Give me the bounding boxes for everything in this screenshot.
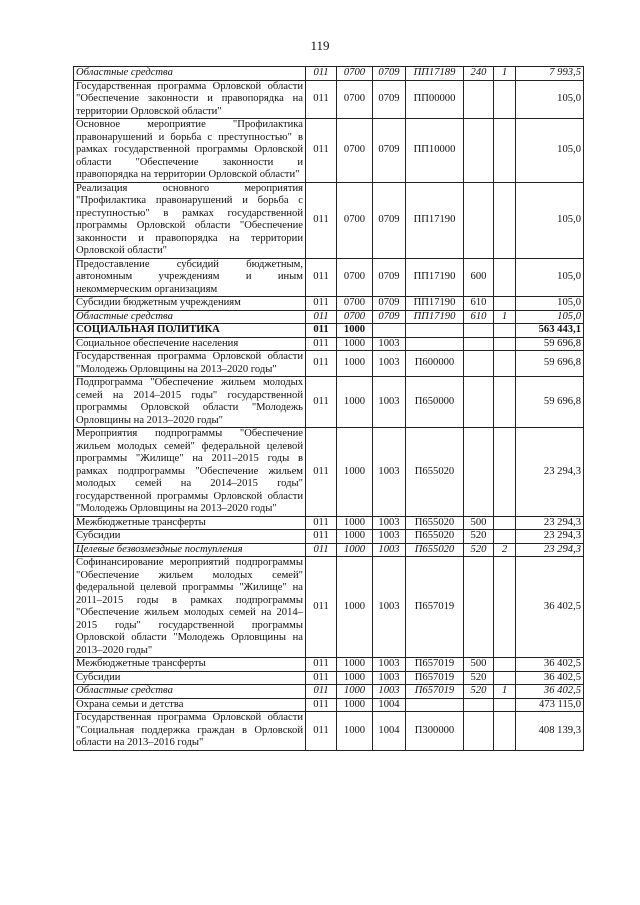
amount: 36 402,5 [516,557,584,658]
section-code: 1000 [337,377,373,428]
funding-source [494,530,516,544]
section-code: 1000 [337,712,373,751]
subsection-code: 0709 [373,258,406,297]
section-code: 0700 [337,80,373,119]
amount: 23 294,3 [516,543,584,557]
table-row [74,671,584,685]
amount: 23 294,3 [516,516,584,530]
funding-source [494,712,516,751]
section-code: 1000 [337,671,373,685]
expense-type [464,80,494,119]
target-article: П657019 [406,671,464,685]
row-name: Межбюджетные трансферты [74,516,306,530]
ministry-code: 011 [306,119,337,183]
table-row [74,119,584,183]
expense-type [464,557,494,658]
section-code: 1000 [337,557,373,658]
subsection-code: 1003 [373,428,406,517]
target-article: П657019 [406,557,464,658]
section-code: 1000 [337,698,373,712]
row-name: Субсидии бюджетным учреждениям [74,297,306,311]
expense-type [464,698,494,712]
ministry-code: 011 [306,516,337,530]
funding-source [494,182,516,258]
table-row [74,557,584,658]
ministry-code: 011 [306,351,337,377]
expense-type: 520 [464,671,494,685]
section-code: 0700 [337,310,373,324]
amount: 105,0 [516,297,584,311]
expense-type [464,337,494,351]
row-name: Мероприятия подпрограммы "Обеспечение жильем молодых семей" федеральной целевой программы "Жилище" на 2011–2015 годы в рамках подпрограммы "Обеспечение жильем молодых семей на 2014–2015 годы" государственной программы Орловской области "Молодежь Орловщины на 2013–2020 годы" [74,428,306,517]
row-name: Межбюджетные трансферты [74,658,306,672]
row-name: Государственная программа Орловской области "Молодежь Орловщины на 2013–2020 годы" [74,351,306,377]
funding-source: 1 [494,67,516,81]
row-name: Областные средства [74,310,306,324]
amount: 23 294,3 [516,428,584,517]
amount: 59 696,8 [516,377,584,428]
funding-source [494,658,516,672]
target-article [406,698,464,712]
amount: 105,0 [516,310,584,324]
row-name: Подпрограмма "Обеспечение жильем молодых семей на 2014–2015 годы" государственной программы Орловской области "Молодежь Орловщины на 2013–2020 годы" [74,377,306,428]
expense-type [464,428,494,517]
row-name: Предоставление субсидий бюджетным, автономным учреждениям и иным некоммерческим организациям [74,258,306,297]
expense-type: 520 [464,530,494,544]
subsection-code: 1003 [373,685,406,699]
table-row [74,698,584,712]
amount: 7 993,5 [516,67,584,81]
funding-source [494,351,516,377]
funding-source: 1 [494,685,516,699]
table-row [74,337,584,351]
section-code: 0700 [337,182,373,258]
row-name: Областные средства [74,67,306,81]
expense-type: 610 [464,310,494,324]
ministry-code: 011 [306,310,337,324]
table-row [74,351,584,377]
section-code: 1000 [337,324,373,338]
table-row [74,297,584,311]
row-name: Целевые безвозмездные поступления [74,543,306,557]
budget-table [73,66,584,751]
table-row [74,516,584,530]
amount: 59 696,8 [516,351,584,377]
target-article: П655020 [406,516,464,530]
target-article: П657019 [406,685,464,699]
amount: 105,0 [516,80,584,119]
target-article: П655020 [406,428,464,517]
ministry-code: 011 [306,297,337,311]
expense-type: 610 [464,297,494,311]
table-row [74,377,584,428]
table-row [74,428,584,517]
amount: 408 139,3 [516,712,584,751]
subsection-code: 1003 [373,337,406,351]
section-code: 1000 [337,658,373,672]
expense-type: 240 [464,67,494,81]
section-code: 0700 [337,258,373,297]
ministry-code: 011 [306,543,337,557]
expense-type [464,351,494,377]
row-name: Софинансирование мероприятий подпрограммы "Обеспечение жильем молодых семей" федеральной целевой программы "Жилище" на 2011–2015 годы в рамках подпрограммы "Обеспечение жильем молодых семей на 2014–2015 годы" государственной программы Орловской области "Молодежь Орловщины на 2013–2020 годы" [74,557,306,658]
funding-source [494,671,516,685]
subsection-code: 0709 [373,67,406,81]
table-row [74,67,584,81]
target-article: П650000 [406,377,464,428]
funding-source: 1 [494,310,516,324]
target-article: ПП17190 [406,310,464,324]
ministry-code: 011 [306,698,337,712]
target-article: ПП17190 [406,182,464,258]
subsection-code: 1003 [373,671,406,685]
row-name: Государственная программа Орловской области "Обеспечение законности и правопорядка на территории Орловской области" [74,80,306,119]
table-row [74,310,584,324]
row-name: Охрана семьи и детства [74,698,306,712]
row-name: Областные средства [74,685,306,699]
ministry-code: 011 [306,324,337,338]
ministry-code: 011 [306,685,337,699]
ministry-code: 011 [306,428,337,517]
table-row [74,685,584,699]
ministry-code: 011 [306,557,337,658]
funding-source [494,698,516,712]
ministry-code: 011 [306,182,337,258]
amount: 105,0 [516,182,584,258]
subsection-code: 1003 [373,658,406,672]
amount: 36 402,5 [516,658,584,672]
section-code: 1000 [337,543,373,557]
page-number: 119 [310,38,330,53]
table-row [74,543,584,557]
row-name: Субсидии [74,671,306,685]
subsection-code: 1004 [373,698,406,712]
amount: 105,0 [516,119,584,183]
ministry-code: 011 [306,377,337,428]
section-code: 1000 [337,530,373,544]
funding-source [494,80,516,119]
target-article: ПП00000 [406,80,464,119]
subsection-code: 1003 [373,543,406,557]
expense-type [464,712,494,751]
subsection-code: 0709 [373,182,406,258]
expense-type: 520 [464,543,494,557]
funding-source [494,516,516,530]
target-article: П300000 [406,712,464,751]
budget-table-body [74,67,584,751]
section-code: 0700 [337,119,373,183]
target-article: ПП10000 [406,119,464,183]
expense-type: 600 [464,258,494,297]
expense-type [464,182,494,258]
target-article: П657019 [406,658,464,672]
section-code: 1000 [337,685,373,699]
subsection-code: 1004 [373,712,406,751]
funding-source [494,557,516,658]
amount: 59 696,8 [516,337,584,351]
amount: 563 443,1 [516,324,584,338]
row-name: СОЦИАЛЬНАЯ ПОЛИТИКА [74,324,306,338]
row-name: Субсидии [74,530,306,544]
ministry-code: 011 [306,658,337,672]
section-code: 0700 [337,67,373,81]
section-code: 1000 [337,337,373,351]
subsection-code: 0709 [373,119,406,183]
funding-source [494,337,516,351]
expense-type: 500 [464,516,494,530]
table-row [74,658,584,672]
table-row [74,324,584,338]
expense-type: 520 [464,685,494,699]
target-article: П655020 [406,543,464,557]
table-row [74,712,584,751]
funding-source [494,324,516,338]
section-code: 1000 [337,351,373,377]
target-article: ПП17189 [406,67,464,81]
subsection-code: 0709 [373,80,406,119]
subsection-code: 0709 [373,310,406,324]
amount: 36 402,5 [516,671,584,685]
ministry-code: 011 [306,67,337,81]
subsection-code: 1003 [373,557,406,658]
target-article: П655020 [406,530,464,544]
table-row [74,80,584,119]
amount: 23 294,3 [516,530,584,544]
amount: 36 402,5 [516,685,584,699]
amount: 473 115,0 [516,698,584,712]
row-name: Реализация основного мероприятия "Профилактика правонарушений и борьба с преступностью" в рамках государственной программы Орловской области "Обеспечение законности и правопорядка на территории Орловской области" [74,182,306,258]
funding-source [494,297,516,311]
table-row [74,530,584,544]
section-code: 1000 [337,428,373,517]
row-name: Социальное обеспечение населения [74,337,306,351]
section-code: 0700 [337,297,373,311]
expense-type [464,377,494,428]
ministry-code: 011 [306,258,337,297]
subsection-code: 1003 [373,516,406,530]
amount: 105,0 [516,258,584,297]
subsection-code [373,324,406,338]
funding-source [494,377,516,428]
table-row [74,258,584,297]
ministry-code: 011 [306,80,337,119]
funding-source [494,119,516,183]
subsection-code: 0709 [373,297,406,311]
target-article: П600000 [406,351,464,377]
subsection-code: 1003 [373,351,406,377]
funding-source [494,258,516,297]
expense-type: 500 [464,658,494,672]
subsection-code: 1003 [373,377,406,428]
ministry-code: 011 [306,712,337,751]
section-code: 1000 [337,516,373,530]
ministry-code: 011 [306,530,337,544]
ministry-code: 011 [306,337,337,351]
target-article [406,324,464,338]
row-name: Основное мероприятие "Профилактика правонарушений и борьба с преступностью" в рамках государственной программы Орловской области "Обеспечение законности и правопорядка на территории Орловской области" [74,119,306,183]
expense-type [464,119,494,183]
target-article [406,337,464,351]
target-article: ПП17190 [406,297,464,311]
row-name: Государственная программа Орловской области "Социальная поддержка граждан в Орловской области на 2013–2016 годы" [74,712,306,751]
table-row [74,182,584,258]
ministry-code: 011 [306,671,337,685]
target-article: ПП17190 [406,258,464,297]
funding-source: 2 [494,543,516,557]
subsection-code: 1003 [373,530,406,544]
expense-type [464,324,494,338]
funding-source [494,428,516,517]
